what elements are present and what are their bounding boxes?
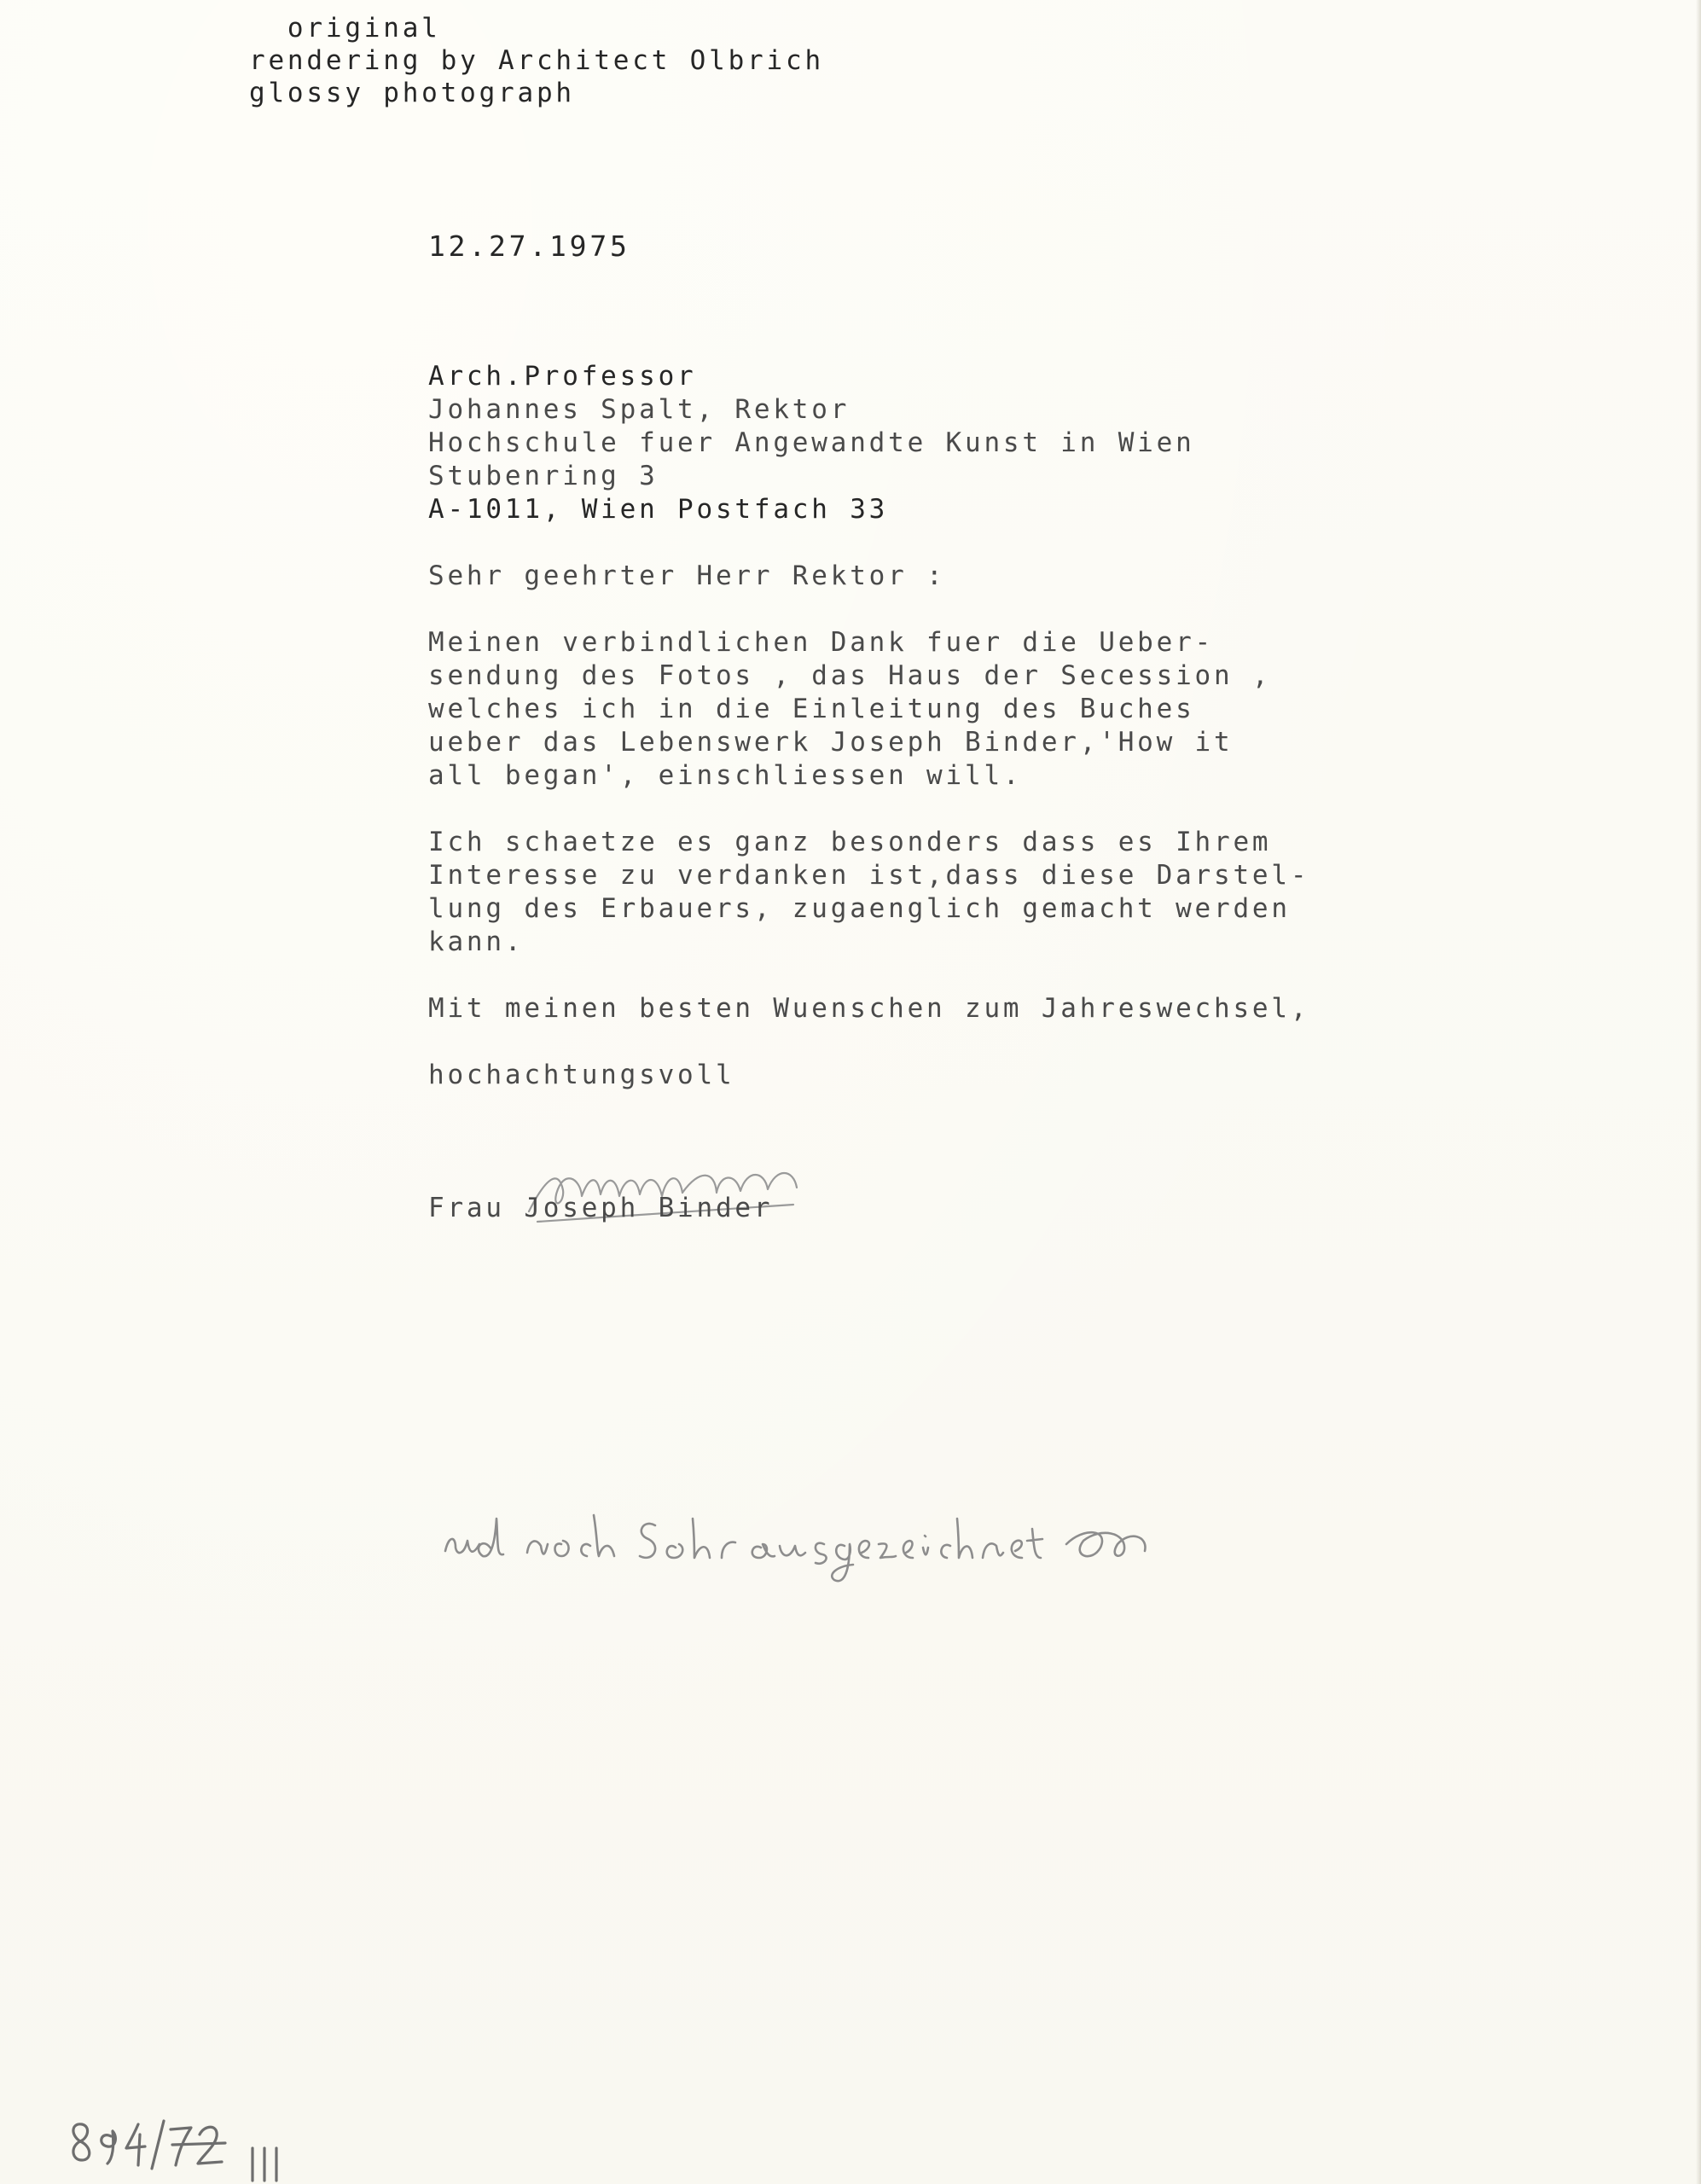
- paragraph-2-line-4: kann.: [428, 926, 525, 957]
- handwritten-note: [435, 1484, 1203, 1604]
- address-line-1: Arch.Professor: [428, 361, 697, 392]
- paragraph-2-line-1: Ich schaetze es ganz besonders dass es Ihrem: [428, 827, 1272, 857]
- address-line-3: Hochschule fuer Angewandte Kunst in Wien: [428, 427, 1195, 458]
- salutation: Sehr geehrter Herr Rektor :: [428, 561, 946, 591]
- closing-wish: Mit meinen besten Wuenschen zum Jahreswechsel,: [428, 993, 1310, 1024]
- address-line-4: Stubenring 3: [428, 461, 659, 491]
- signatory: Frau Joseph Binder: [428, 1193, 774, 1223]
- header-note-line-1: original: [249, 13, 441, 44]
- letter-date: 12.27.1975: [428, 229, 630, 263]
- page-edge-shadow: [1696, 0, 1701, 2184]
- paragraph-1-line-4: ueber das Lebenswerk Joseph Binder,'How it: [428, 727, 1234, 758]
- address-line-2: Johannes Spalt, Rektor: [428, 394, 850, 425]
- paragraph-1-line-5: all began', einschliessen will.: [428, 760, 1023, 791]
- header-note-line-3: glossy photograph: [249, 78, 575, 108]
- closing-phrase: hochachtungsvoll: [428, 1060, 735, 1090]
- paragraph-1-line-3: welches ich in die Einleitung des Buches: [428, 694, 1195, 724]
- header-note-line-2: rendering by Architect Olbrich: [249, 45, 824, 76]
- archive-number: [63, 2116, 319, 2184]
- paragraph-1-line-1: Meinen verbindlichen Dank fuer die Ueber-: [428, 627, 1215, 658]
- paragraph-2-line-2: Interesse zu verdanken ist,dass diese Darstel-: [428, 860, 1310, 891]
- paragraph-2-line-3: lung des Erbauers, zugaenglich gemacht werden: [428, 893, 1291, 924]
- paragraph-1-line-2: sendung des Fotos , das Haus der Secession ,: [428, 660, 1272, 691]
- address-line-5: A-1011, Wien Postfach 33: [428, 494, 889, 525]
